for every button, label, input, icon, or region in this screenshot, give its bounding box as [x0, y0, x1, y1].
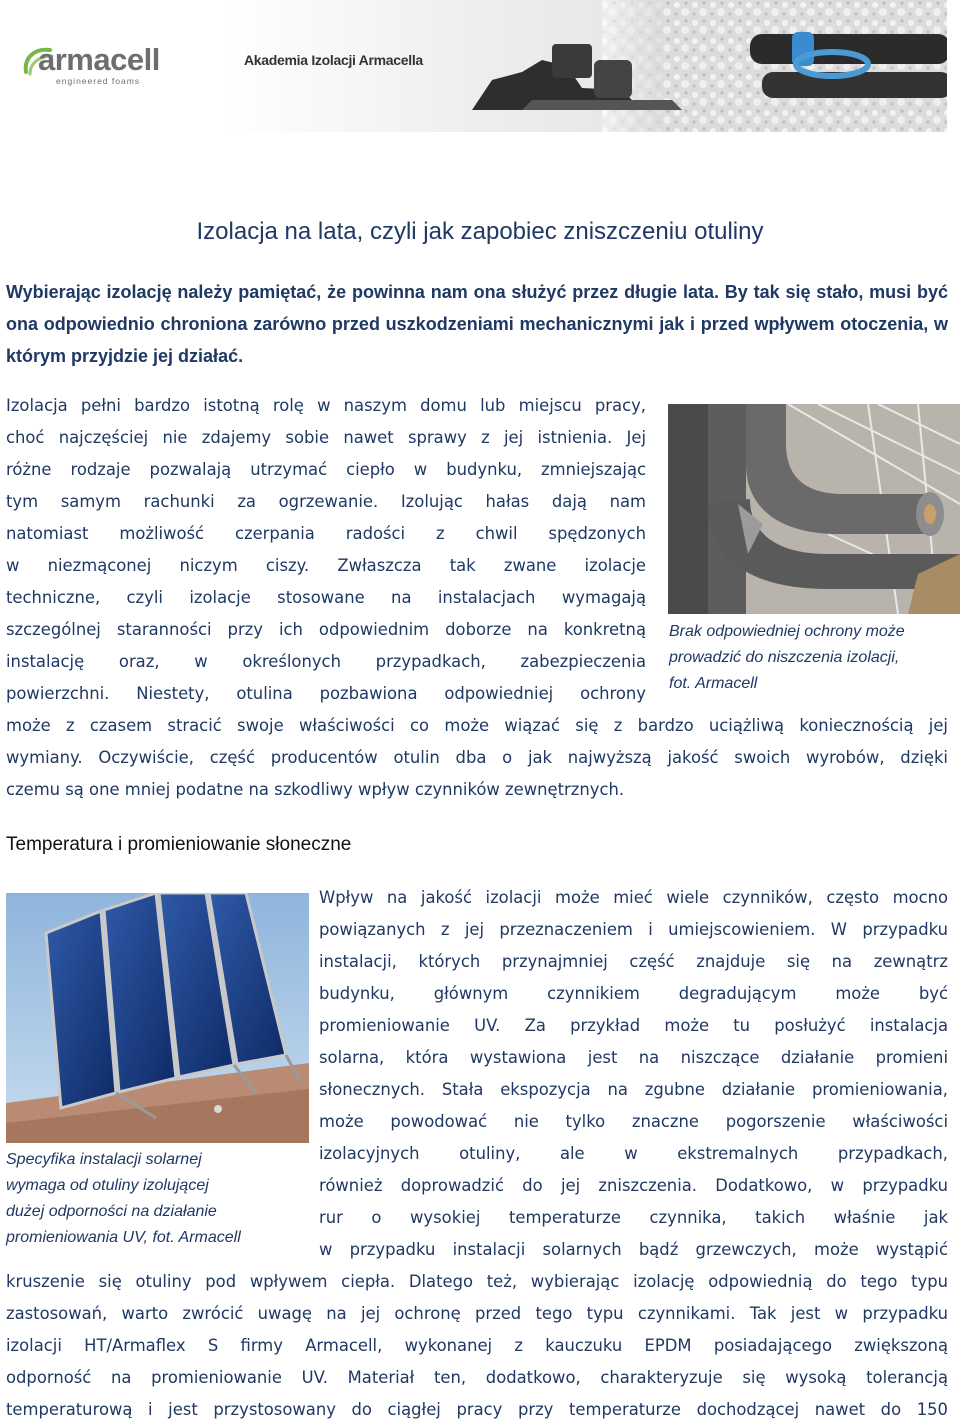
solar-collector-photo [6, 893, 309, 1143]
text-line: odporność na promieniowanie UV. Materiał ten, dodatkowo, charakteryzuje się wysoką tolerancją [6, 1368, 948, 1387]
text-line: zastosowań, warto zwrócić uwagę na jej ochronę przed tego typu czynnikami. Tak jest w przypadku [6, 1304, 948, 1323]
text-line: rur o wysokiej temperaturze czynnika, takich właśnie jak [319, 1208, 948, 1227]
text-line: temperaturową i jest przystosowany do ciągłej pracy przy temperaturze dochodzącej nawet do 150 [6, 1400, 948, 1419]
caption-line: Specyfika instalacji solarnej [6, 1151, 202, 1168]
text-line: może powodować nie tylko znaczne pogorszenie właściwości [319, 1112, 948, 1131]
text-line: różne rodzaje pozwalają utrzymać ciepło w budynku, zmniejszając [6, 460, 646, 479]
banner-title: Akademia Izolacji Armacella [244, 52, 423, 68]
text-line: może z czasem stracić swoje właściwości co może wiązać się z bardzo uciążliwą koniecznością jej [6, 716, 948, 735]
text-line: czemu są one mniej podatne na szkodliwy wpływ czynników zewnętrznych. [6, 780, 625, 799]
caption-line: Brak odpowiedniej ochrony może [669, 623, 905, 640]
text-line: w przypadku instalacji solarnych bądź grzewczych, może wystąpić [319, 1240, 948, 1259]
text-line: wymiany. Oczywiście, część producentów otulin dba o jak najwyższą jakość swoich wyrobów, dzięki [6, 748, 948, 767]
text-line: izolacyjnych otuliny, ale w ekstremalnych przypadkach, [319, 1144, 948, 1163]
header-banner [222, 0, 947, 132]
text-line: w niezmąconej niczym ciszy. Zwłaszcza tak zwane izolacje [6, 556, 646, 575]
text-line: również doprowadzić do jej zniszczenia. Dodatkowo, w przypadku [319, 1176, 948, 1195]
text-line: Wpływ na jakość izolacji może mieć wiele czynników, często mocno [319, 888, 948, 907]
text-line: solarna, która wystawiona jest na niszczące działanie promieni [319, 1048, 948, 1067]
text-line: izolacji HT/Armaflex S firmy Armacell, wykonanej z kauczuku EPDM posiadającego zwiększoną [6, 1336, 948, 1355]
article-title: Izolacja na lata, czyli jak zapobiec zniszczeniu otuliny [196, 218, 764, 245]
text-line: słonecznych. Stała ekspozycja na zgubne działanie promieniowania, [319, 1080, 948, 1099]
logo-wordmark: armacell [38, 42, 160, 77]
caption-line: fot. Armacell [669, 675, 758, 692]
damaged-insulation-photo [668, 404, 960, 614]
text-line: natomiast możliwość czerpania radości z chwil spędzonych [6, 524, 646, 543]
text-line: instalację oraz, w określonych przypadkach, zabezpieczenia [6, 652, 646, 671]
section-heading: Temperatura i promieniowanie słoneczne [6, 834, 352, 855]
page-header [0, 0, 960, 135]
text-line: powierzchni. Niestety, otulina pozbawiona odpowiedniej ochrony [6, 684, 646, 703]
text-line: techniczne, czyli izolacje stosowane na instalacjach wymagają [6, 588, 646, 607]
text-line: promieniowanie UV. Za przykład może tu posłużyć instalacja [319, 1016, 948, 1035]
caption-line: dużej odporności na działanie [6, 1203, 217, 1220]
text-line: budynku, głównym czynnikiem degradującym może być [319, 984, 948, 1003]
text-line: kruszenie się otuliny pod wpływem ciepła. Dlatego też, wybierając izolację odpowiednią do tego typu [6, 1272, 948, 1291]
caption-line: wymaga od otuliny izolującej [6, 1177, 209, 1194]
caption-line: prowadzić do niszczenia izolacji, [669, 649, 900, 666]
logo-tagline: engineered foams [56, 76, 141, 86]
text-line: szczególnej staranności przy ich odpowiednim doborze na konkretną [6, 620, 646, 639]
text-line: powiązanych z jej przeznaczeniem i umiejscowieniem. W przypadku [319, 920, 948, 939]
armacell-logo [22, 38, 187, 88]
photo-caption-2 [6, 1147, 241, 1251]
text-line: tym samym rachunki za ogrzewanie. Izolując hałas dają nam [6, 492, 646, 511]
text-line: Izolacja pełni bardzo istotną rolę w naszym domu lub miejscu pracy, [6, 396, 646, 415]
lead-paragraph: Wybierając izolację należy pamiętać, że powinna nam ona służyć przez długie lata. By tak się stało, musi być ona odpowiednio chroniona zarówno przed uszkodzeniami mechanicznymi jak i przed wpływem otoczenia, w którym przyjdzie jej działać. [6, 282, 948, 366]
caption-line: promieniowania UV, fot. Armacell [6, 1229, 241, 1246]
photo-caption-1 [669, 619, 905, 697]
text-line: instalacji, których przynajmniej część znajduje się na zewnątrz [319, 952, 948, 971]
text-line: choć najczęściej nie zdajemy sobie nawet sprawy z jej istnienia. Jej [6, 428, 646, 447]
